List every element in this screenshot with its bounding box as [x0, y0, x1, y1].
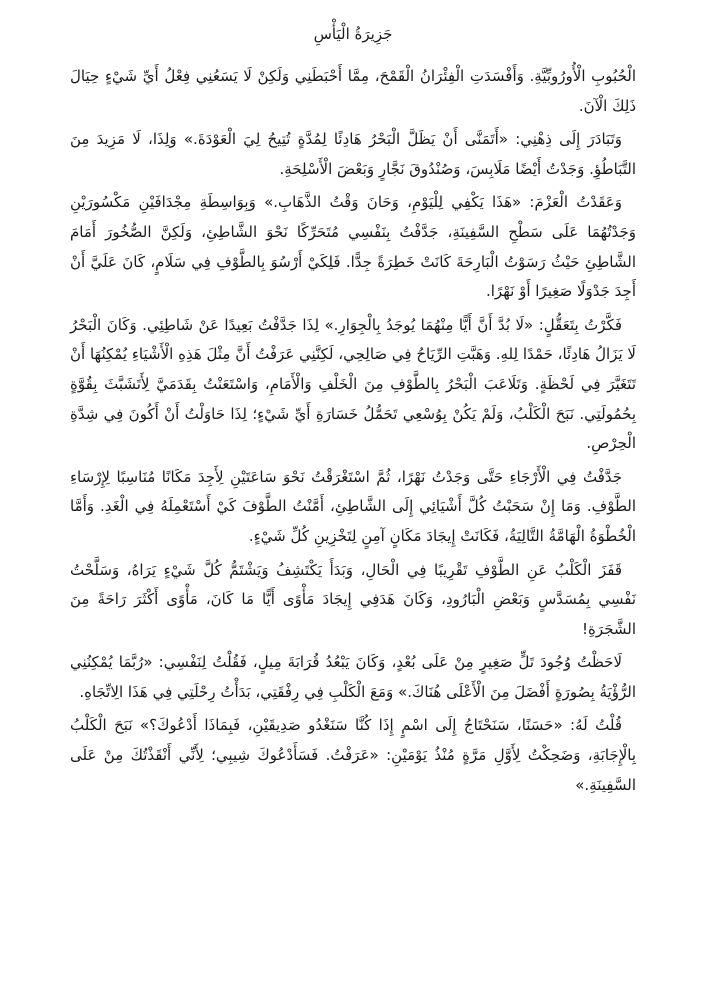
paragraph-5: جَدَّفْتُ فِي الْأَرْجَاءِ حَتَّى وَجَدْتُ نَهْرًا، ثُمَّ اسْتَغْرَقْتُ نَحْوَ سَاعَتَيْنِ لِأَجِدَ مَكَانًا مُنَاسِبًا لِإِرْسَاءِ الطَّوْفِ. وَمَا إِنْ سَحَبْتُ كُلَّ أَشْيَائِي إِلَى الشَّاطِئِ، أَمَّنْتُ الطَّوْفَ كَيْ أَسْتَعْمِلَهُ فِي الْغَدِ. وَأَمَّا الْخُطْوَةُ الْهَامَّةُ التَّالِيَةُ، فَكَانَتْ إِيجَادَ مَكَانٍ آمِنٍ لِتَخْزِينِ كُلِّ شَيْءٍ. — [70, 467, 636, 545]
paragraph-3: وَعَقَدْتُ الْعَزْمَ: «هَذَا يَكْفِي لِلْيَوْمِ، وَحَانَ وَقْتُ الذَّهَابِ.» وَبِوَاسِطَةِ مِجْدَافَيْنِ مَكْسُورَيْنِ وَجَدْتُهُمَا عَلَى سَطْحِ السَّفِينَةِ، جَدَّفْتُ بِنَفْسِي مُتَحَرِّكًا نَحْوَ الشَّاطِئِ، وَلَكِنَّ الصُّخُورَ أَمَامَ الشَّاطِئِ حَيْثُ رَسَوْتُ الْبَارِحَةَ كَانَتْ خَطِرَةً جِدًّا. فَلِكَيْ أَرْسُوَ بِالطَّوْفِ فِي سَلَامٍ، كَانَ عَلَيَّ أَنْ أَجِدَ جَدْوَلًا صَغِيرًا أَوْ نَهْرًا. — [70, 193, 636, 301]
paragraph-1: الْحُبُوبِ الْأُورُوبِّيَّةِ. وَأَفْسَدَتِ الْفِئْرَانُ الْقَمْحَ، مِمَّا أَحْبَطَنِي وَلَكِنْ لَا يَسَعُنِي فِعْلُ أَيِّ شَيْءٍ حِيَالَ ذَلِكَ الْآنَ. — [70, 67, 636, 115]
paragraph-4: فَكَّرْتُ بِتَعَقُّلٍ: «لَا بُدَّ أَنَّ أَيًّا مِنْهُمَا يُوجَدُ بِالْجِوَارِ.» لِذَا جَدَّفْتُ بَعِيدًا عَنْ شَاطِئِي. وَكَانَ الْبَحْرُ لَا يَزَالُ هَادِئًا، حَمْدًا لِلهِ. وَهَبَّتِ الرِّيَاحُ فِي صَالِحِي، لَكِنَّنِي عَرَفْتُ أَنَّ مِثْلَ هَذِهِ الْأَشْيَاءِ يُمْكِنُهَا أَنْ تَتَغَيَّرَ فِي لَحْظَةٍ. وَتَلَاعَبَ الْبَحْرُ بِالطَّوْفِ مِنَ الْخَلْفِ وَالْأَمَامِ، وَاسْتَعَنْتُ بِقَدَمَيَّ لِأَتَشَبَّثَ بِقُوَّةٍ بِحُمُولَتِي. نَبَحَ الْكَلْبُ، وَلَمْ يَكُنْ بِوُسْعِي تَحَمُّلُ خَسَارَةِ أَيِّ شَيْءٍ؛ لِذَا حَاوَلْتُ أَنْ أَكُونَ فِي شِدَّةِ الْحِرْصِ. — [70, 315, 636, 453]
paragraph-6: قَفَزَ الْكَلْبُ عَنِ الطَّوْفِ تَقْرِيبًا فِي الْحَالِ، وَبَدَأَ يَكْتَشِفُ وَيَشْتَمُّ كُلَّ شَيْءٍ يَرَاهُ، وَسَلَّحْتُ نَفْسِي بِمُسَدَّسٍ وَبَعْضِ الْبَارُودِ، وَكَانَ هَدَفِي إِيجَادَ مَأْوًى أَيًّا مَا كَانَ، مَأْوًى أَكْثَرَ رَاحَةً مِنَ الشَّجَرَةِ! — [70, 560, 636, 638]
book-page — [70, 22, 636, 980]
paragraph-2: وَتَبَادَرَ إِلَى ذِهْنِي: «أَتَمَنَّى أَنْ يَظَلَّ الْبَحْرُ هَادِئًا لِمُدَّةٍ تُتِيحُ لِيَ الْعَوْدَةَ.» وَلِذَا، لَا مَزِيدَ مِنَ التَّبَاطُؤِ. وَجَدْتُ أَيْضًا مَلَابِسَ، وَصُنْدُوقَ نَجَّارٍ وَبَعْضَ الْأَسْلِحَةِ. — [70, 130, 636, 178]
running-header-title: جَزِيرَةُ الْيَأْسِ — [313, 25, 393, 43]
paragraph-7: لَاحَظْتُ وُجُودَ تَلٍّ صَغِيرٍ مِنْ عَلَى بُعْدٍ، وَكَانَ يَبْعُدُ قُرَابَةَ مِيلٍ، فَقُلْتُ لِنَفْسِي: «رُبَّمَا يُمْكِنُنِي الرُّؤْيَةُ بِصُورَةٍ أَفْضَلَ مِنَ الْأَعْلَى هُنَاكَ.» وَمَعَ الْكَلْبِ فِي رِفْقَتِي، بَدَأْتُ رِحْلَتِي فِي هَذَا الِاتِّجَاهِ. — [70, 653, 636, 701]
paragraph-8: قُلْتُ لَهُ: «حَسَنًا، سَنَحْتَاجُ إِلَى اسْمٍ إِذَا كُنَّا سَنَغْدُو صَدِيقَيْنِ، فَبِمَاذَا أَدْعُوكَ؟» نَبَحَ الْكَلْبُ بِالْإِجَابَةِ، وَضَحِكْتُ لِأَوَّلِ مَرَّةٍ مُنْذُ يَوْمَيْنِ: «عَرَفْتُ. فَسَأَدْعُوكَ شِيبِي؛ لِأَنِّي أَنْقَذْتُكَ مِنْ عَلَى السَّفِينَةِ.» — [70, 716, 636, 794]
